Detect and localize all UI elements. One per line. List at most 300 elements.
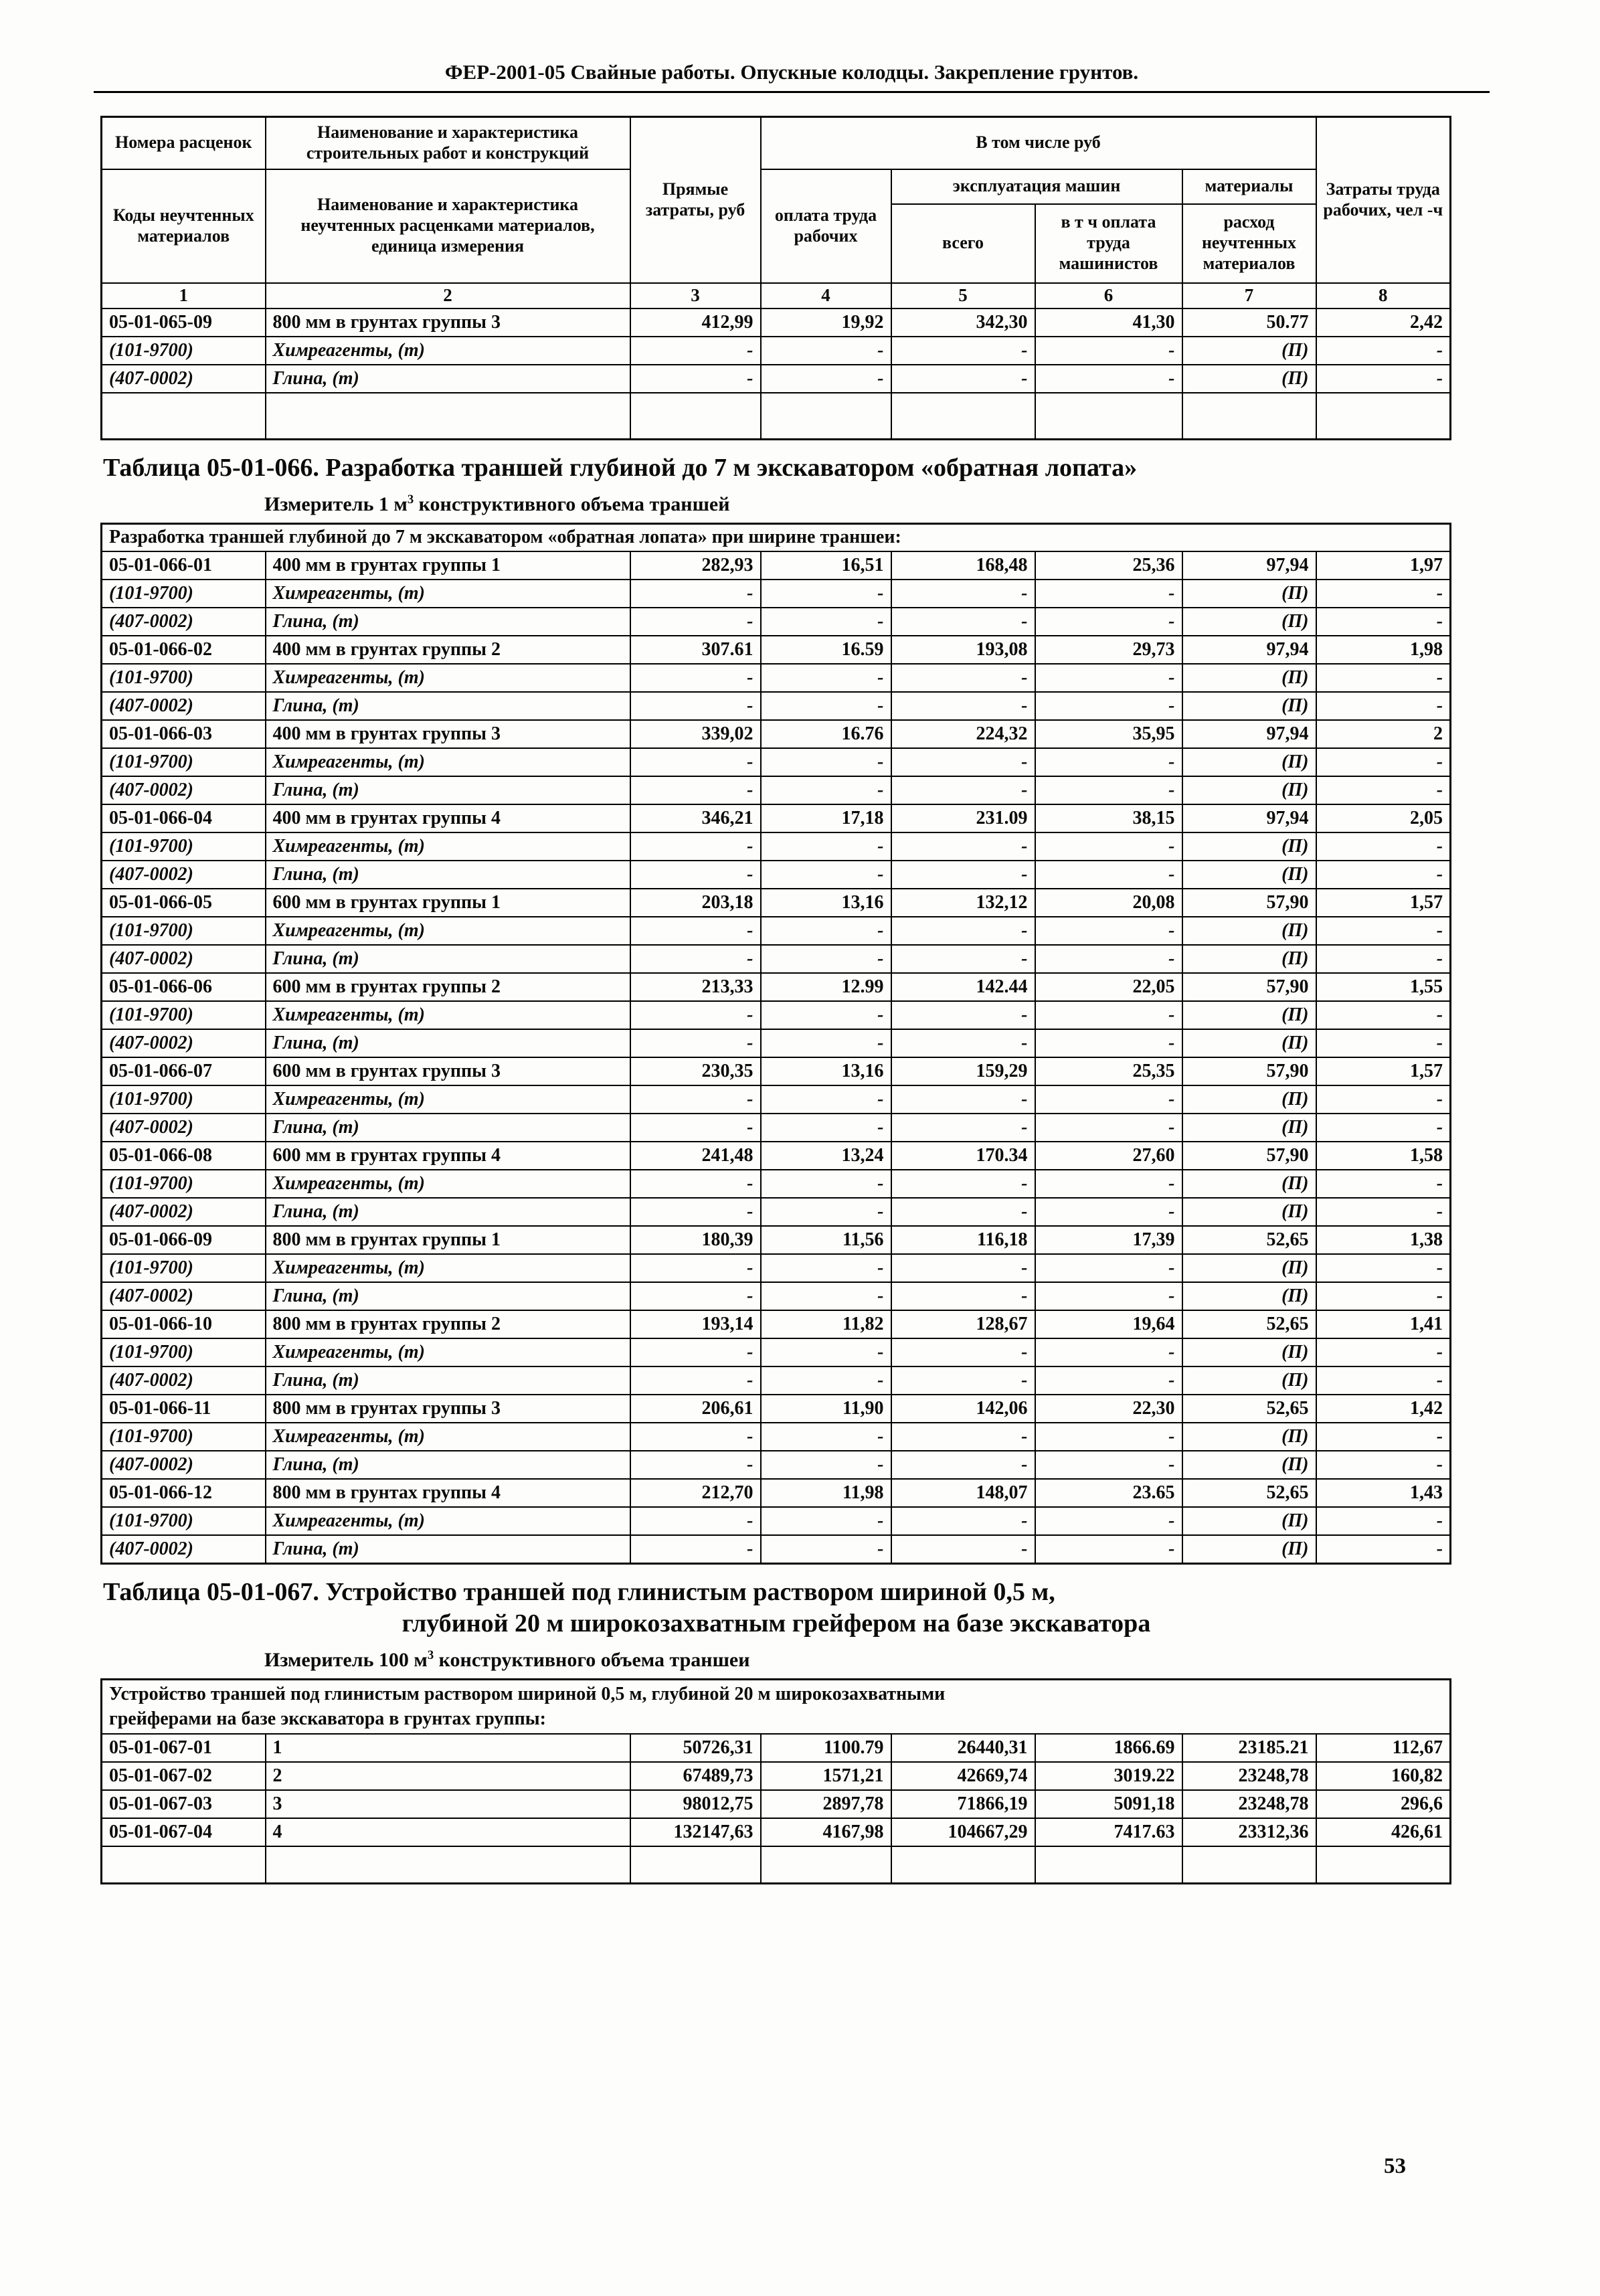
value-cell: (П) — [1182, 1535, 1316, 1563]
value-cell: 11,90 — [761, 1395, 891, 1423]
value-cell: 25,36 — [1035, 551, 1182, 580]
value-cell: 13,24 — [761, 1142, 891, 1170]
value-cell: - — [761, 832, 891, 861]
value-cell: - — [891, 1029, 1035, 1057]
value-cell: - — [761, 917, 891, 945]
material-sub-row — [102, 1198, 1451, 1226]
value-cell: 27,60 — [1035, 1142, 1182, 1170]
value-cell: (П) — [1182, 832, 1316, 861]
value-cell: 346,21 — [630, 804, 761, 832]
column-number-6: 6 — [1035, 283, 1182, 308]
value-cell: - — [1316, 945, 1451, 973]
table-067-subheader — [102, 1679, 1451, 1734]
material-code-cell: (407-0002) — [102, 365, 266, 393]
value-cell: 1,43 — [1316, 1479, 1451, 1507]
rate-code-cell: 05-01-067-04 — [102, 1818, 266, 1846]
description-cell: 400 мм в грунтах группы 2 — [266, 636, 630, 664]
value-cell: - — [761, 945, 891, 973]
value-cell: - — [891, 1085, 1035, 1114]
value-cell: - — [1035, 1507, 1182, 1535]
rate-code-cell: 05-01-066-08 — [102, 1142, 266, 1170]
header-work-names: Наименование и характеристика строительных работ и конструкций — [266, 117, 630, 169]
column-number-row — [102, 283, 1451, 308]
value-cell: - — [891, 365, 1035, 393]
material-code-cell: (407-0002) — [102, 1198, 266, 1226]
rates-table-head — [102, 117, 1451, 308]
value-cell: - — [1035, 1114, 1182, 1142]
value-cell: - — [891, 945, 1035, 973]
rate-row — [102, 1479, 1451, 1507]
value-cell: - — [1035, 692, 1182, 720]
value-cell: - — [630, 1366, 761, 1395]
rate-code-cell: 05-01-066-02 — [102, 636, 266, 664]
value-cell: - — [761, 580, 891, 608]
value-cell: - — [761, 1507, 891, 1535]
description-cell: Глина, (т) — [266, 1282, 630, 1310]
empty-cell — [1316, 393, 1451, 440]
value-cell: 426,61 — [1316, 1818, 1451, 1846]
value-cell: 282,93 — [630, 551, 761, 580]
value-cell: 11,82 — [761, 1310, 891, 1338]
material-sub-row — [102, 776, 1451, 804]
empty-cell — [1035, 1846, 1182, 1883]
value-cell: - — [761, 1001, 891, 1029]
material-code-cell: (407-0002) — [102, 1451, 266, 1479]
description-cell: Глина, (т) — [266, 608, 630, 636]
value-cell: - — [630, 1198, 761, 1226]
material-code-cell: (407-0002) — [102, 776, 266, 804]
value-cell: - — [891, 1423, 1035, 1451]
value-cell: - — [1316, 608, 1451, 636]
value-cell: - — [891, 1451, 1035, 1479]
rate-row — [102, 1395, 1451, 1423]
value-cell: (П) — [1182, 608, 1316, 636]
value-cell: 142,06 — [891, 1395, 1035, 1423]
empty-cell — [266, 393, 630, 440]
value-cell: 112,67 — [1316, 1734, 1451, 1762]
header-machines-total: всего — [891, 204, 1035, 283]
value-cell: (П) — [1182, 1170, 1316, 1198]
value-cell: - — [761, 692, 891, 720]
rate-row — [102, 889, 1451, 917]
rate-row — [102, 973, 1451, 1001]
value-cell: 16.76 — [761, 720, 891, 748]
value-cell: 11,56 — [761, 1226, 891, 1254]
rate-code-cell: 05-01-066-12 — [102, 1479, 266, 1507]
value-cell: 206,61 — [630, 1395, 761, 1423]
value-cell: - — [761, 1535, 891, 1563]
empty-cell — [1182, 393, 1316, 440]
value-cell: (П) — [1182, 365, 1316, 393]
material-sub-row — [102, 365, 1451, 393]
material-sub-row — [102, 337, 1451, 365]
value-cell: 35,95 — [1035, 720, 1182, 748]
description-cell: Глина, (т) — [266, 692, 630, 720]
page-number: 53 — [1384, 2154, 1406, 2178]
value-cell: - — [630, 832, 761, 861]
column-number-4: 4 — [761, 283, 891, 308]
value-cell: (П) — [1182, 1366, 1316, 1395]
material-sub-row — [102, 580, 1451, 608]
material-code-cell: (101-9700) — [102, 664, 266, 692]
value-cell: 26440,31 — [891, 1734, 1035, 1762]
value-cell: - — [1035, 1170, 1182, 1198]
value-cell: (П) — [1182, 1338, 1316, 1366]
empty-cell — [102, 1846, 266, 1883]
header-machinists-pay: в т ч оплата труда машинистов — [1035, 204, 1182, 283]
value-cell: 241,48 — [630, 1142, 761, 1170]
empty-cell — [102, 393, 266, 440]
value-cell: - — [761, 776, 891, 804]
material-code-cell: (101-9700) — [102, 580, 266, 608]
page-header — [94, 60, 1490, 93]
value-cell: - — [761, 1282, 891, 1310]
meter-superscript: 3 — [407, 492, 414, 507]
header-machines: эксплуатация машин — [891, 169, 1182, 204]
value-cell: (П) — [1182, 1507, 1316, 1535]
header-codes: Коды неучтенных материалов — [102, 169, 266, 283]
value-cell: - — [1035, 917, 1182, 945]
rate-row — [102, 1310, 1451, 1338]
value-cell: - — [1035, 1338, 1182, 1366]
value-cell: - — [1316, 1198, 1451, 1226]
material-code-cell: (101-9700) — [102, 337, 266, 365]
value-cell: 142.44 — [891, 973, 1035, 1001]
description-cell: Химреагенты, (т) — [266, 1254, 630, 1282]
value-cell: - — [630, 1085, 761, 1114]
value-cell: - — [1035, 664, 1182, 692]
material-sub-row — [102, 1423, 1451, 1451]
value-cell: - — [1035, 608, 1182, 636]
value-cell: - — [891, 692, 1035, 720]
value-cell: - — [891, 776, 1035, 804]
rate-code-cell: 05-01-066-03 — [102, 720, 266, 748]
header-rate-numbers: Номера расценок — [102, 117, 266, 169]
description-cell: Химреагенты, (т) — [266, 664, 630, 692]
value-cell: 17,18 — [761, 804, 891, 832]
value-cell: 22,30 — [1035, 1395, 1182, 1423]
table-066-subheader-row — [102, 523, 1451, 551]
value-cell: - — [630, 1029, 761, 1057]
description-cell: 4 — [266, 1818, 630, 1846]
value-cell: - — [1316, 1366, 1451, 1395]
value-cell: 170.34 — [891, 1142, 1035, 1170]
value-cell: 57,90 — [1182, 1142, 1316, 1170]
value-cell: - — [1316, 1001, 1451, 1029]
rate-row — [102, 1057, 1451, 1085]
description-cell: Глина, (т) — [266, 365, 630, 393]
value-cell: 1,98 — [1316, 636, 1451, 664]
material-sub-row — [102, 1507, 1451, 1535]
value-cell: - — [630, 1338, 761, 1366]
value-cell: 160,82 — [1316, 1762, 1451, 1790]
value-cell: - — [891, 580, 1035, 608]
rate-row — [102, 1142, 1451, 1170]
material-sub-row — [102, 692, 1451, 720]
description-cell: Химреагенты, (т) — [266, 917, 630, 945]
empty-cell — [1035, 393, 1182, 440]
material-sub-row — [102, 945, 1451, 973]
value-cell: - — [891, 1114, 1035, 1142]
material-code-cell: (101-9700) — [102, 1254, 266, 1282]
table-067-subheader-line2: грейферами на базе экскаватора в грунтах группы: — [109, 1708, 546, 1730]
material-code-cell: (101-9700) — [102, 917, 266, 945]
value-cell: - — [630, 861, 761, 889]
value-cell: - — [1035, 337, 1182, 365]
material-code-cell: (407-0002) — [102, 861, 266, 889]
material-code-cell: (407-0002) — [102, 692, 266, 720]
value-cell: - — [891, 608, 1035, 636]
value-cell: - — [1316, 776, 1451, 804]
value-cell: 1100.79 — [761, 1734, 891, 1762]
value-cell: (П) — [1182, 1114, 1316, 1142]
value-cell: 19,64 — [1035, 1310, 1182, 1338]
table-066-meter — [264, 493, 1449, 516]
description-cell: Химреагенты, (т) — [266, 748, 630, 776]
meter-superscript: 3 — [427, 1648, 434, 1662]
description-cell: Глина, (т) — [266, 1451, 630, 1479]
description-cell: 1 — [266, 1734, 630, 1762]
rate-row — [102, 1734, 1451, 1762]
material-sub-row — [102, 832, 1451, 861]
rate-code-cell: 05-01-066-07 — [102, 1057, 266, 1085]
value-cell: - — [1035, 832, 1182, 861]
value-cell: - — [891, 1198, 1035, 1226]
value-cell: - — [761, 1198, 891, 1226]
value-cell: - — [1316, 1085, 1451, 1114]
rate-row — [102, 720, 1451, 748]
value-cell: 296,6 — [1316, 1790, 1451, 1818]
value-cell: (П) — [1182, 861, 1316, 889]
value-cell: 52,65 — [1182, 1226, 1316, 1254]
material-sub-row — [102, 861, 1451, 889]
value-cell: - — [891, 861, 1035, 889]
material-sub-row — [102, 1001, 1451, 1029]
description-cell: 600 мм в грунтах группы 1 — [266, 889, 630, 917]
document-title: ФЕР-2001-05 Свайные работы. Опускные колодцы. Закрепление грунтов. — [444, 60, 1139, 84]
rates-body-067 — [102, 1679, 1451, 1883]
empty-cell — [1182, 1846, 1316, 1883]
empty-cell — [761, 1846, 891, 1883]
value-cell: (П) — [1182, 1029, 1316, 1057]
rate-row — [102, 1762, 1451, 1790]
description-cell: 400 мм в грунтах группы 1 — [266, 551, 630, 580]
value-cell: - — [761, 1085, 891, 1114]
value-cell: (П) — [1182, 1451, 1316, 1479]
value-cell: 42669,74 — [891, 1762, 1035, 1790]
value-cell: 1571,21 — [761, 1762, 891, 1790]
description-cell: Глина, (т) — [266, 1029, 630, 1057]
value-cell: 13,16 — [761, 889, 891, 917]
material-sub-row — [102, 1114, 1451, 1142]
material-code-cell: (407-0002) — [102, 1366, 266, 1395]
column-number-5: 5 — [891, 283, 1035, 308]
column-number-8: 8 — [1316, 283, 1451, 308]
value-cell: - — [630, 748, 761, 776]
table-067-title-line1: Таблица 05-01-067. Устройство траншей под глинистым раствором шириной 0,5 м, — [103, 1577, 1055, 1606]
rate-row — [102, 308, 1451, 337]
rates-table-continuation — [100, 116, 1451, 440]
value-cell: 1,38 — [1316, 1226, 1451, 1254]
rate-row — [102, 551, 1451, 580]
value-cell: - — [761, 1423, 891, 1451]
rates-body-065 — [102, 308, 1451, 440]
material-code-cell: (101-9700) — [102, 1085, 266, 1114]
description-cell: Глина, (т) — [266, 1535, 630, 1563]
description-cell: 400 мм в грунтах группы 3 — [266, 720, 630, 748]
material-sub-row — [102, 1029, 1451, 1057]
value-cell: 22,05 — [1035, 973, 1182, 1001]
material-code-cell: (101-9700) — [102, 1001, 266, 1029]
value-cell: - — [1316, 580, 1451, 608]
value-cell: 193,14 — [630, 1310, 761, 1338]
value-cell: 16,51 — [761, 551, 891, 580]
value-cell: - — [630, 917, 761, 945]
value-cell: 19,92 — [761, 308, 891, 337]
header-materials-consumption: расход неучтенных материалов — [1182, 204, 1316, 283]
value-cell: - — [1316, 748, 1451, 776]
value-cell: - — [891, 337, 1035, 365]
rate-row — [102, 1790, 1451, 1818]
rate-code-cell: 05-01-067-01 — [102, 1734, 266, 1762]
description-cell: Химреагенты, (т) — [266, 1170, 630, 1198]
value-cell: 97,94 — [1182, 551, 1316, 580]
value-cell: 98012,75 — [630, 1790, 761, 1818]
value-cell: (П) — [1182, 1254, 1316, 1282]
value-cell: - — [1035, 1451, 1182, 1479]
material-code-cell: (101-9700) — [102, 1338, 266, 1366]
value-cell: 4167,98 — [761, 1818, 891, 1846]
value-cell: - — [1035, 1085, 1182, 1114]
description-cell: 800 мм в грунтах группы 3 — [266, 308, 630, 337]
value-cell: 339,02 — [630, 720, 761, 748]
value-cell: (П) — [1182, 692, 1316, 720]
value-cell: 17,39 — [1035, 1226, 1182, 1254]
value-cell: (П) — [1182, 1282, 1316, 1310]
rate-code-cell: 05-01-065-09 — [102, 308, 266, 337]
empty-cell — [630, 393, 761, 440]
material-sub-row — [102, 1366, 1451, 1395]
description-cell: 800 мм в грунтах группы 1 — [266, 1226, 630, 1254]
description-cell: 2 — [266, 1762, 630, 1790]
value-cell: - — [761, 1338, 891, 1366]
value-cell: - — [1035, 1535, 1182, 1563]
header-row-1 — [102, 117, 1451, 169]
value-cell: - — [1035, 1282, 1182, 1310]
value-cell: - — [630, 1170, 761, 1198]
value-cell: - — [1316, 337, 1451, 365]
value-cell: - — [891, 664, 1035, 692]
value-cell: - — [1035, 580, 1182, 608]
value-cell: - — [630, 1451, 761, 1479]
value-cell: 12.99 — [761, 973, 891, 1001]
header-material-names: Наименование и характеристика неучтенных расценками материалов, единица измерения — [266, 169, 630, 283]
material-code-cell: (101-9700) — [102, 1507, 266, 1535]
table-066-title-text: Таблица 05-01-066. Разработка траншей глубиной до 7 м экскаватором «обратная лопата» — [103, 454, 1138, 482]
description-cell: 800 мм в грунтах группы 4 — [266, 1479, 630, 1507]
value-cell: 193,08 — [891, 636, 1035, 664]
value-cell: - — [1035, 1423, 1182, 1451]
value-cell: - — [630, 776, 761, 804]
material-code-cell: (101-9700) — [102, 748, 266, 776]
material-code-cell: (407-0002) — [102, 608, 266, 636]
material-sub-row — [102, 917, 1451, 945]
value-cell: (П) — [1182, 917, 1316, 945]
empty-cell — [266, 1846, 630, 1883]
value-cell: - — [761, 664, 891, 692]
header-labor-input: Затраты труда рабочих, чел -ч — [1316, 117, 1451, 283]
value-cell: 1,55 — [1316, 973, 1451, 1001]
description-cell: Химреагенты, (т) — [266, 1338, 630, 1366]
value-cell: - — [1316, 1254, 1451, 1282]
value-cell: 41,30 — [1035, 308, 1182, 337]
value-cell: 2,05 — [1316, 804, 1451, 832]
rate-code-cell: 05-01-066-01 — [102, 551, 266, 580]
rate-code-cell: 05-01-066-04 — [102, 804, 266, 832]
description-cell: Химреагенты, (т) — [266, 832, 630, 861]
rate-code-cell: 05-01-066-09 — [102, 1226, 266, 1254]
table-067-meter — [264, 1648, 1449, 1672]
rate-code-cell: 05-01-066-10 — [102, 1310, 266, 1338]
description-cell: 800 мм в грунтах группы 2 — [266, 1310, 630, 1338]
value-cell: - — [630, 1254, 761, 1282]
value-cell: 23248,78 — [1182, 1790, 1316, 1818]
value-cell: 71866,19 — [891, 1790, 1035, 1818]
value-cell: 104667,29 — [891, 1818, 1035, 1846]
header-workers-pay: оплата труда рабочих — [761, 169, 891, 283]
column-number-7: 7 — [1182, 283, 1316, 308]
value-cell: - — [1035, 945, 1182, 973]
material-sub-row — [102, 1254, 1451, 1282]
rate-row — [102, 1818, 1451, 1846]
material-code-cell: (101-9700) — [102, 832, 266, 861]
value-cell: (П) — [1182, 1001, 1316, 1029]
value-cell: - — [891, 1282, 1035, 1310]
value-cell: - — [761, 1451, 891, 1479]
value-cell: - — [891, 748, 1035, 776]
value-cell: 132147,63 — [630, 1818, 761, 1846]
value-cell: 307.61 — [630, 636, 761, 664]
description-cell: Глина, (т) — [266, 776, 630, 804]
value-cell: - — [761, 861, 891, 889]
value-cell: - — [630, 692, 761, 720]
table-067-subheader-line1: Устройство траншей под глинистым раствором шириной 0,5 м, глубиной 20 м широкозахватными — [109, 1683, 946, 1704]
value-cell: - — [1316, 1114, 1451, 1142]
material-sub-row — [102, 1085, 1451, 1114]
header-direct-costs: Прямые затраты, руб — [630, 117, 761, 283]
table-067-title — [103, 1577, 1449, 1640]
table-066-subheader: Разработка траншей глубиной до 7 м экскаватором «обратная лопата» при ширине траншеи: — [102, 523, 1451, 551]
rate-code-cell: 05-01-067-02 — [102, 1762, 266, 1790]
value-cell: - — [891, 1338, 1035, 1366]
header-row-2 — [102, 169, 1451, 204]
description-cell: Химреагенты, (т) — [266, 1085, 630, 1114]
value-cell: - — [630, 1535, 761, 1563]
value-cell: 29,73 — [1035, 636, 1182, 664]
description-cell: 800 мм в грунтах группы 3 — [266, 1395, 630, 1423]
value-cell: - — [1316, 664, 1451, 692]
value-cell: 11,98 — [761, 1479, 891, 1507]
value-cell: 23312,36 — [1182, 1818, 1316, 1846]
value-cell: - — [761, 1029, 891, 1057]
value-cell: 57,90 — [1182, 889, 1316, 917]
description-cell: 3 — [266, 1790, 630, 1818]
value-cell: 1,97 — [1316, 551, 1451, 580]
description-cell: 600 мм в грунтах группы 4 — [266, 1142, 630, 1170]
value-cell: 97,94 — [1182, 720, 1316, 748]
value-cell: (П) — [1182, 945, 1316, 973]
value-cell: 13,16 — [761, 1057, 891, 1085]
